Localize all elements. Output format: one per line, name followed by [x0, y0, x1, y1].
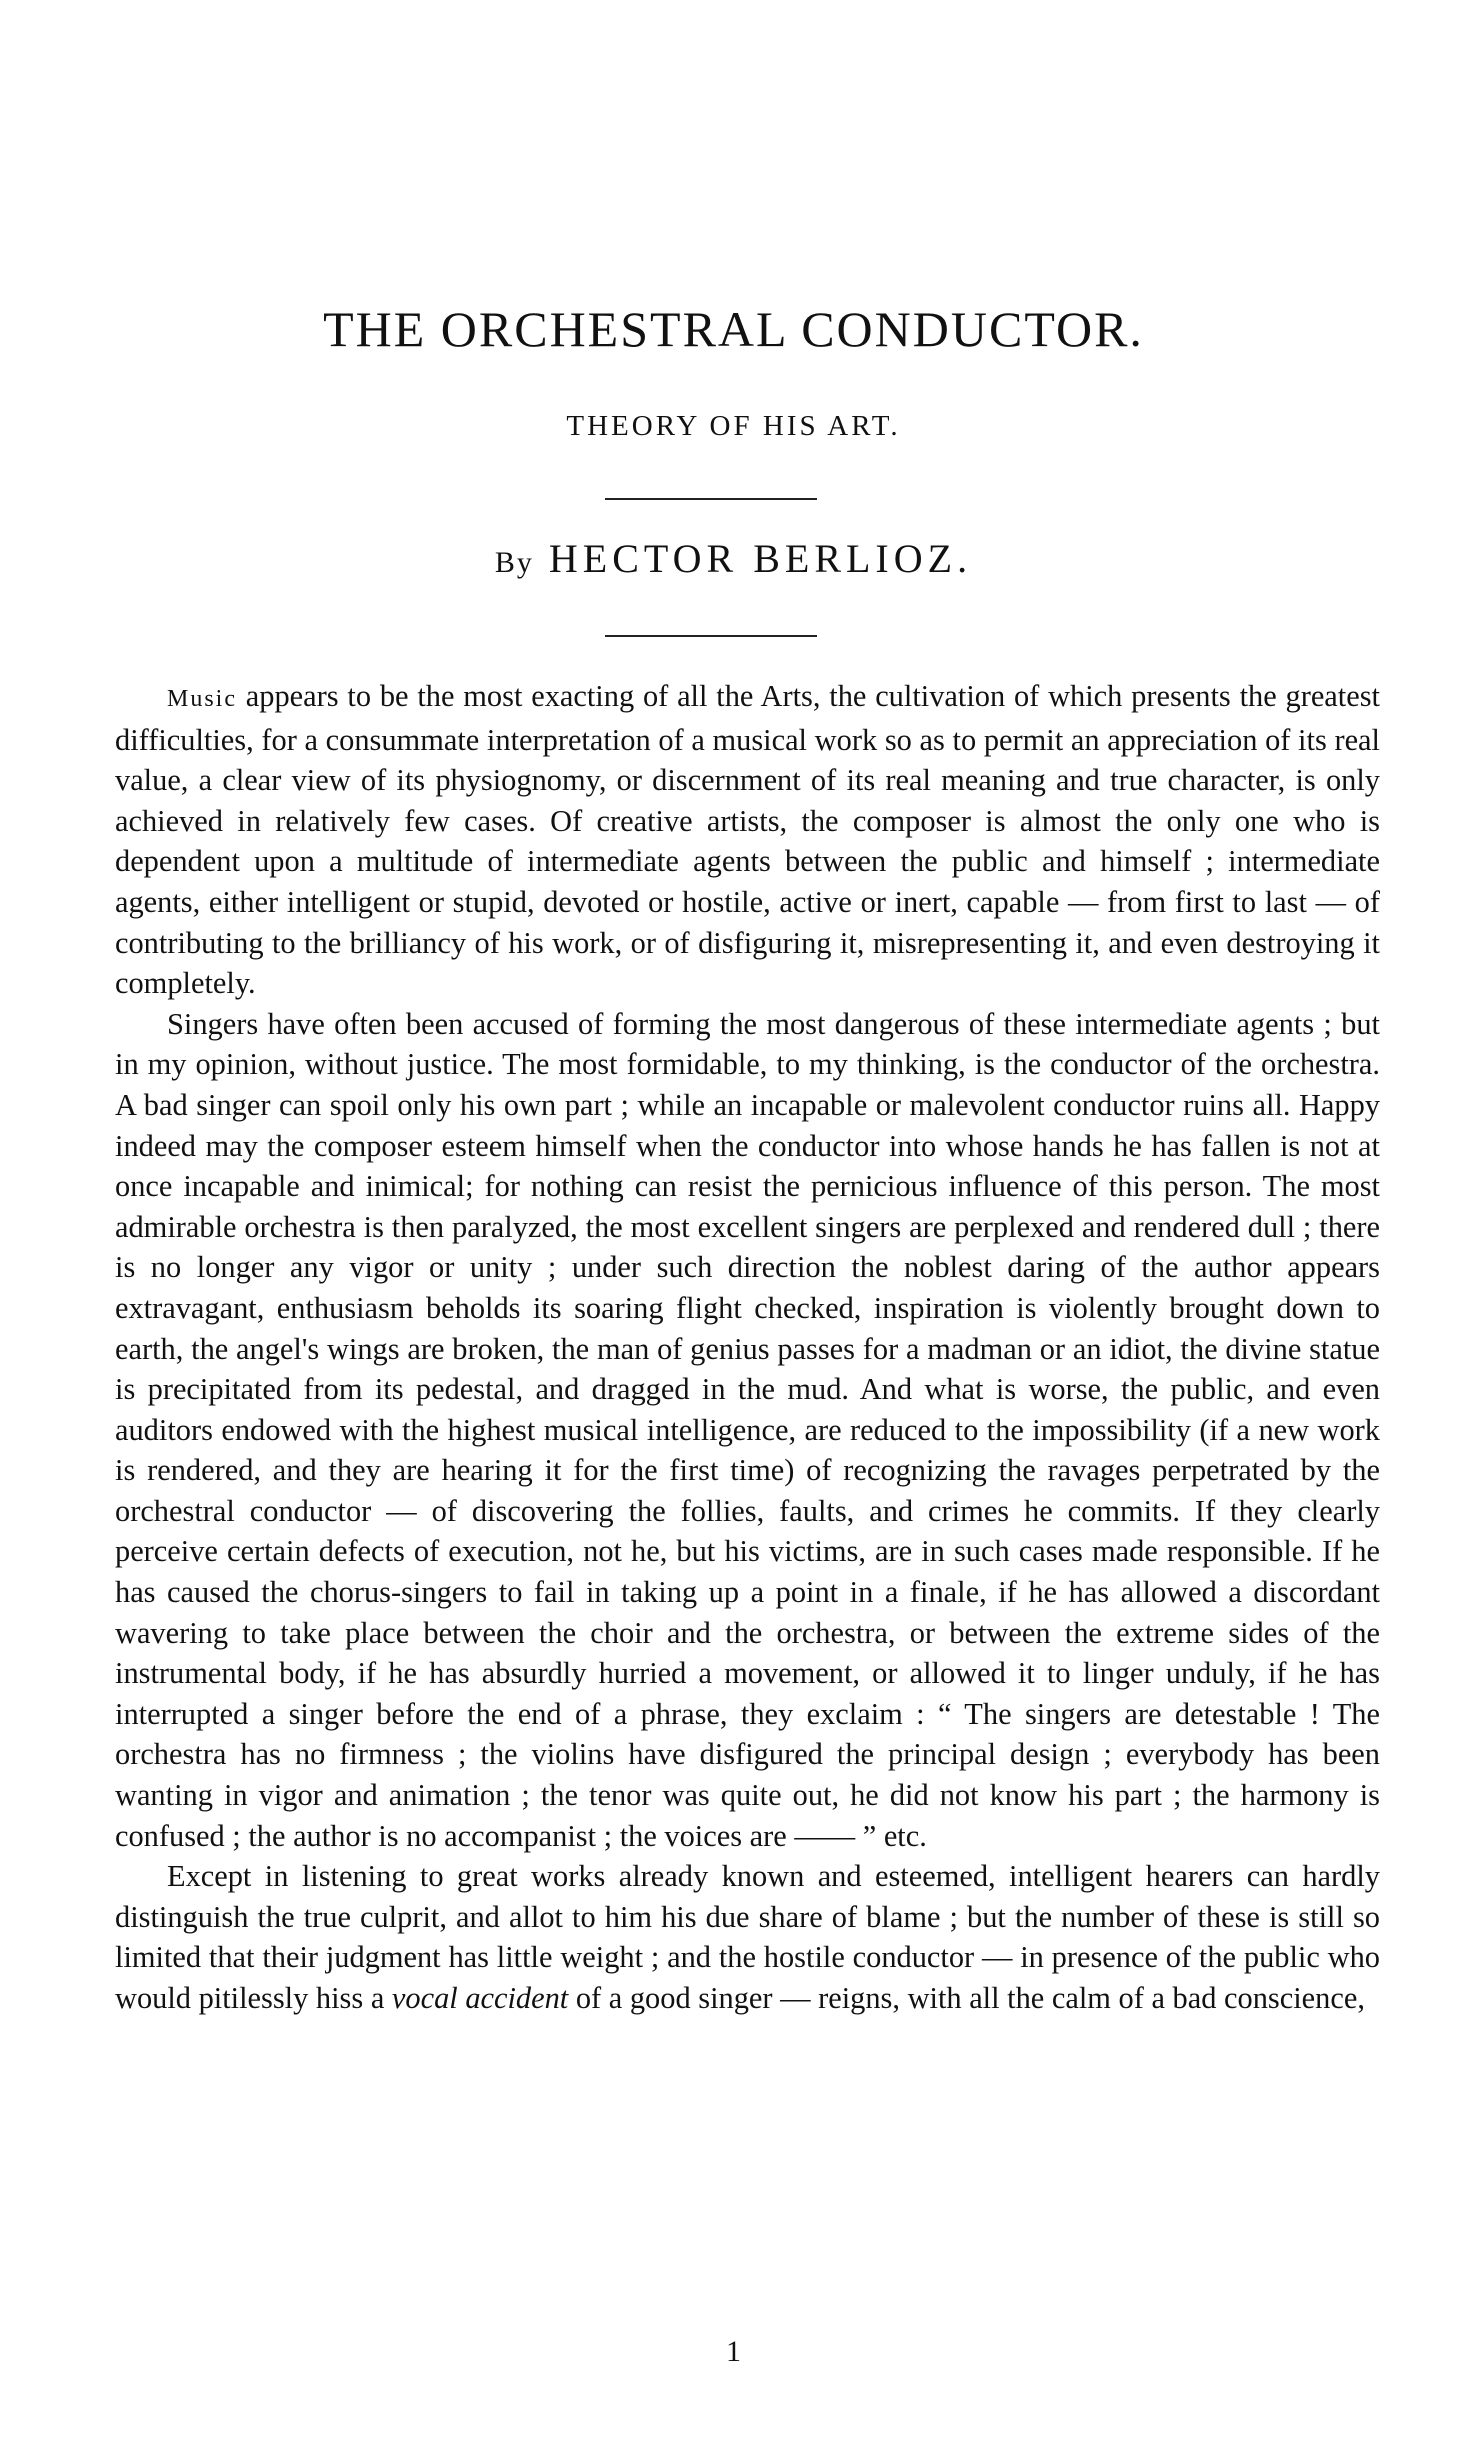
paragraph-1-text: appears to be the most exacting of all the Arts, the cultivation of which presents the greatest difficulties, for a consummate interpretation of a musical work so as to permit an appreciation of its real value, a clear view of its physiognomy, or discernment of its real meaning and true character, is only achieved in relatively few cases. Of creative artists, the composer is almost the only one who is dependent upon a multitude of intermediate agents between the public and himself ; intermediate agents, either intelligent or stupid, devoted or hostile, active or inert, capable — from first to last — of contributing to the brilliancy of his work, or of disfiguring it, misrepresenting it, and even destroying it completely. — [115, 679, 1380, 1001]
page-title: THE ORCHESTRAL CONDUCTOR. — [323, 301, 1144, 357]
paragraph-3-text-after: of a good singer — reigns, with all the calm of a bad conscience, — [568, 1981, 1365, 2015]
byline — [0, 535, 1467, 582]
divider-bottom — [605, 635, 817, 637]
subtitle: THEORY OF HIS ART. — [566, 410, 901, 442]
page-number: 1 — [726, 2335, 741, 2368]
paragraph-lead: Music — [167, 686, 237, 712]
divider-top — [605, 498, 817, 500]
byline-by: By — [494, 546, 534, 579]
paragraph-3 — [115, 1856, 1380, 2018]
paragraph-1 — [115, 676, 1380, 1004]
byline-author: HECTOR BERLIOZ. — [548, 536, 973, 581]
paragraph-3-emphasis: vocal accident — [391, 1981, 569, 2015]
body-text — [115, 676, 1380, 2019]
paragraph-3-text-before: Except in listening to great works already known and esteemed, intelligent hearers can hardly distinguish the true culprit, and allot to him his due share of blame ; but the number of these is still so limited that their judgment has little weight ; and the hostile conductor — in presence of the public who would pitilessly hiss a — [115, 1859, 1380, 2015]
paragraph-2: Singers have often been accused of forming the most dangerous of these intermediate agents ; but in my opinion, without justice. The most formidable, to my thinking, is the conductor of the orchestra. A bad singer can spoil only his own part ; while an incapable or malevolent conductor ruins all. Happy indeed may the composer esteem himself when the conductor into whose hands he has fallen is not at once incapable and inimical; for nothing can resist the pernicious influence of this person. The most admirable orchestra is then paralyzed, the most excellent singers are perplexed and rendered dull ; there is no longer any vigor or unity ; under such direction the noblest daring of the author appears extravagant, enthusiasm beholds its soaring flight checked, inspiration is violently brought down to earth, the angel's wings are broken, the man of genius passes for a madman or an idiot, the divine statue is precipitated from its pedestal, and dragged in the mud. And what is worse, the public, and even auditors endowed with the highest musical intelligence, are reduced to the impossibility (if a new work is rendered, and they are hearing it for the first time) of recognizing the ravages perpetrated by the orchestral conductor — of discovering the follies, faults, and crimes he commits. If they clearly perceive certain defects of execution, not he, but his victims, are in such cases made responsible. If he has caused the chorus-singers to fail in taking up a point in a finale, if he has allowed a discordant wavering to take place between the choir and the orchestra, or between the extreme sides of the instrumental body, if he has absurdly hurried a movement, or allowed it to linger unduly, if he has interrupted a singer before the end of a phrase, they exclaim : “ The singers are detestable ! The orchestra has no firmness ; the violins have disfigured the principal design ; everybody has been wanting in vigor and animation ; the tenor was quite out, he did not know his part ; the harmony is confused ; the author is no accompanist ; the voices are —— ” etc. — [115, 1006, 1380, 1853]
